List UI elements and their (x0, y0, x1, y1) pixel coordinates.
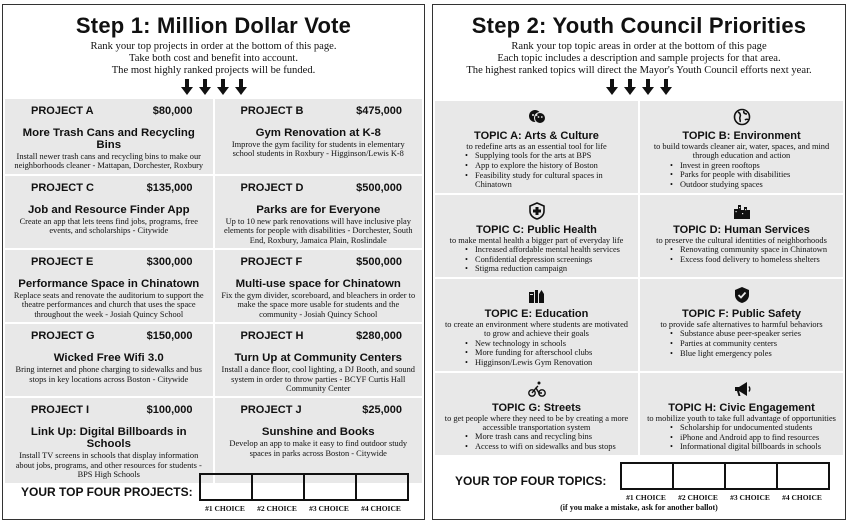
project-card-d (215, 176, 423, 248)
list-item: • iPhone and Android app to find resources (670, 433, 837, 443)
project-cost: $500,000 (356, 181, 402, 194)
list-item: • More trash cans and recycling bins (465, 432, 632, 442)
project-cost: $300,000 (146, 256, 193, 269)
list-item: • Renovating community space in Chinatown (670, 245, 837, 255)
project-choice-box-1[interactable] (199, 473, 253, 501)
choice-label: #4 CHOICE (361, 504, 401, 513)
project-card-c (5, 176, 213, 248)
project-cost: $100,000 (146, 404, 193, 417)
topic-card-d (640, 195, 843, 277)
topic-examples (465, 151, 632, 189)
project-cost: $475,000 (356, 105, 402, 117)
project-description: Improve the gym facility for students in elementary school students in Roxbury - Higginson/Lewis K-8 (231, 140, 405, 159)
project-name: Gym Renovation at K-8 (255, 127, 381, 139)
project-label: PROJECT G (31, 330, 95, 343)
choice-label: #3 CHOICE (309, 504, 349, 513)
choice-label: #2 CHOICE (257, 504, 297, 513)
step2-title: Step 2: Youth Council Priorities (471, 13, 807, 38)
list-item: • Invest in green rooftops (670, 161, 837, 171)
project-label: PROJECT E (31, 256, 94, 269)
list-item: • Confidential depression screenings (465, 255, 632, 265)
instruction-line: The most highly ranked projects will be funded. (111, 65, 316, 76)
project-card-a (5, 99, 213, 174)
topic-description: to provide safe alternatives to harmful behaviors (660, 319, 823, 329)
topic-description: to preserve the cultural identities of neighborhoods (656, 235, 827, 245)
topic-name: TOPIC G: Streets (491, 401, 582, 414)
list-item: • New technology in schools (465, 339, 632, 349)
topic-name: TOPIC B: Environment (682, 130, 801, 142)
topic-examples (670, 423, 837, 452)
down-arrow-icon (179, 79, 195, 95)
list-item: • Parks for people with disabilities (670, 170, 837, 180)
step1-title: Step 1: Million Dollar Vote (75, 13, 352, 38)
choice-label: #4 CHOICE (782, 493, 822, 502)
shield-check-icon (733, 286, 751, 304)
topic-name: TOPIC A: Arts & Culture (474, 130, 599, 142)
project-description: Create an app that lets teens find jobs, programs, free events, and scholarships - Citywide (19, 216, 198, 236)
project-description: Replace seats and renovate the auditorium to support the theatre performances and church that uses the space throughout the week - Josiah Quincy School (13, 291, 204, 319)
topic-card-g (435, 373, 638, 455)
vote-label: YOUR TOP FOUR PROJECTS: (21, 485, 193, 499)
million-dollar-vote-ballot (2, 4, 425, 520)
project-name: Link Up: Digital Billboards in Schools (30, 426, 187, 451)
project-cost: $25,000 (362, 404, 402, 417)
project-choice-box-2[interactable] (251, 473, 305, 501)
topic-card-c (435, 195, 638, 277)
project-card-g (5, 324, 213, 396)
topic-choice-box-3[interactable] (724, 462, 778, 490)
down-arrow-icon (215, 79, 231, 95)
project-card-f (215, 250, 423, 322)
project-cost: $280,000 (356, 330, 402, 343)
down-arrow-icon (622, 79, 638, 95)
choice-label: #1 CHOICE (205, 504, 245, 513)
project-name: Performance Space in Chinatown (18, 278, 200, 291)
theater-masks-icon (528, 108, 546, 126)
project-cost: $150,000 (146, 330, 193, 343)
list-item: • Substance abuse peer-speaker series (670, 329, 837, 339)
project-name: Turn Up at Community Centers (234, 352, 402, 365)
list-item: • Higginson/Lewis Gym Renovation (465, 358, 632, 368)
project-label: PROJECT H (240, 330, 304, 343)
project-card-b (215, 99, 423, 174)
topic-name: TOPIC F: Public Safety (682, 307, 801, 320)
down-arrow-icon (604, 79, 620, 95)
project-label: PROJECT D (240, 181, 304, 194)
topic-card-e (435, 279, 638, 371)
project-grid (5, 99, 422, 480)
list-item: • Excess food delivery to homeless shelters (670, 255, 837, 265)
topic-description: to get people where they need to be by creating a more accessible transportation system (444, 413, 629, 432)
topic-grid (435, 101, 843, 453)
topic-description: to make mental health a bigger part of everyday life (449, 235, 624, 245)
project-description: Develop an app to make it easy to find outdoor study spaces in parks across Boston - Citywide (229, 439, 408, 458)
vote-label: YOUR TOP FOUR TOPICS: (455, 474, 607, 488)
school-supplies-icon (528, 286, 546, 304)
topic-examples (465, 432, 632, 451)
medical-shield-icon (528, 202, 546, 220)
project-description: Fix the gym divider, scoreboard, and bleachers in order to make the space more usable for students and the community - Josiah Quincy School (221, 291, 416, 319)
youth-council-priorities-ballot (432, 4, 846, 520)
project-name: Job and Resource Finder App (27, 203, 190, 216)
list-item: • Supplying tools for the arts at BPS (465, 151, 632, 161)
project-name: More Trash Cans and Recycling Bins (22, 127, 195, 151)
topic-name: TOPIC E: Education (484, 307, 589, 320)
choice-label: #2 CHOICE (678, 493, 718, 502)
project-name: Multi-use space for Chinatown (235, 278, 401, 291)
megaphone-icon (733, 380, 751, 398)
project-label: PROJECT J (240, 404, 302, 417)
instruction-line: The highest ranked topics will direct the Mayor's Youth Council efforts next year. (466, 65, 812, 76)
topic-description: to build towards cleaner air, water, spaces, and mind through education and action (653, 142, 830, 161)
topic-examples (670, 245, 837, 264)
down-arrow-icon (233, 79, 249, 95)
topic-examples (465, 339, 632, 368)
list-item: • Informational digital billboards in schools (670, 442, 837, 452)
project-cost: $135,000 (146, 181, 193, 194)
topic-examples (670, 161, 837, 190)
list-item: • Access to wifi on sidewalks and bus stops (465, 442, 632, 452)
list-item: • Scholarship for undocumented students (670, 423, 837, 433)
choice-label: #3 CHOICE (730, 493, 770, 502)
down-arrow-icon (640, 79, 656, 95)
project-label: PROJECT C (31, 181, 94, 194)
instruction-line: Take both cost and benefit into account. (129, 53, 298, 64)
topic-examples (465, 245, 632, 274)
project-description: Install a dance floor, cool lighting, a DJ Booth, and sound system in order to throw parties - BCYF Curtis Hall Community Center (221, 365, 415, 394)
list-item: • Stigma reduction campaign (465, 264, 632, 274)
project-description: Install newer trash cans and recycling bins to make our neighborhoods cleaner - Mattapan, Dorchester, Roxbury (14, 152, 204, 171)
project-label: PROJECT I (31, 404, 90, 417)
list-item: • Blue light emergency poles (670, 349, 837, 359)
project-choice-box-4[interactable] (355, 473, 409, 501)
project-name: Parks are for Everyone (256, 203, 381, 216)
down-arrows (433, 79, 845, 95)
topic-choice-box-4[interactable] (776, 462, 830, 490)
down-arrow-icon (197, 79, 213, 95)
topic-choice-box-2[interactable] (672, 462, 726, 490)
project-label: PROJECT A (31, 105, 94, 117)
topic-description: to redefine arts as an essential tool for life (466, 142, 607, 151)
list-item: • More funding for afterschool clubs (465, 348, 632, 358)
topic-description: to mobilize youth to take full advantage of opportunities (647, 413, 836, 423)
topic-name: TOPIC D: Human Services (673, 223, 810, 236)
topic-name: TOPIC C: Public Health (476, 223, 597, 236)
topic-card-f (640, 279, 843, 371)
cyclist-icon (528, 380, 546, 398)
project-name: Sunshine and Books (261, 426, 375, 439)
list-item: • Increased affordable mental health services (465, 245, 632, 255)
project-description: Bring internet and phone charging to sidewalks and bus stops in key locations across Boston - Citywide (15, 365, 202, 384)
topic-choice-box-1[interactable] (620, 462, 674, 490)
project-card-e (5, 250, 213, 322)
list-item: • Feasibility study for cultural spaces in Chinatown (465, 171, 632, 190)
step2-instructions (433, 41, 845, 77)
buildings-icon (733, 202, 751, 220)
project-card-i (5, 398, 213, 482)
topic-card-h (640, 373, 843, 455)
project-card-h (215, 324, 423, 396)
project-cost: $80,000 (152, 105, 193, 117)
topic-name: TOPIC H: Civic Engagement (668, 401, 815, 414)
topic-description: to create an environment where students are motivated to grow and achieve their goals (444, 319, 628, 339)
project-cost: $500,000 (356, 256, 402, 269)
instruction-line: Rank your top projects in order at the bottom of this page. (90, 41, 337, 52)
list-item: • Parties at community centers (670, 339, 837, 349)
project-card-j (215, 398, 423, 482)
project-description: Install TV screens in schools that display information about jobs, programs, and other resources for students - BPS High Schools (15, 451, 202, 480)
down-arrow-icon (658, 79, 674, 95)
topic-card-a (435, 101, 638, 193)
project-label: PROJECT F (240, 256, 303, 269)
topic-card-b (640, 101, 843, 193)
ballot-note: (if you make a mistake, ask for another ballot) (560, 503, 718, 512)
step1-instructions (3, 41, 424, 77)
list-item: • App to explore the history of Boston (465, 161, 632, 171)
instruction-line: Rank your top topic areas in order at the bottom of this page (511, 41, 767, 52)
project-name: Wicked Free Wifi 3.0 (53, 352, 164, 365)
down-arrows (3, 79, 424, 95)
project-label: PROJECT B (240, 105, 304, 117)
project-choice-box-3[interactable] (303, 473, 357, 501)
project-description: Up to 10 new park renovations will have inclusive play elements for people with disabilities - Dorchester, South End, Roxbury, Jamaica Plain, Roslindale (223, 216, 413, 245)
list-item: • Outdoor studying spaces (670, 180, 837, 190)
globe-icon (733, 108, 751, 126)
choice-label: #1 CHOICE (626, 493, 666, 502)
instruction-line: Each topic includes a description and sample projects for that area. (497, 53, 781, 64)
topic-examples (670, 329, 837, 358)
